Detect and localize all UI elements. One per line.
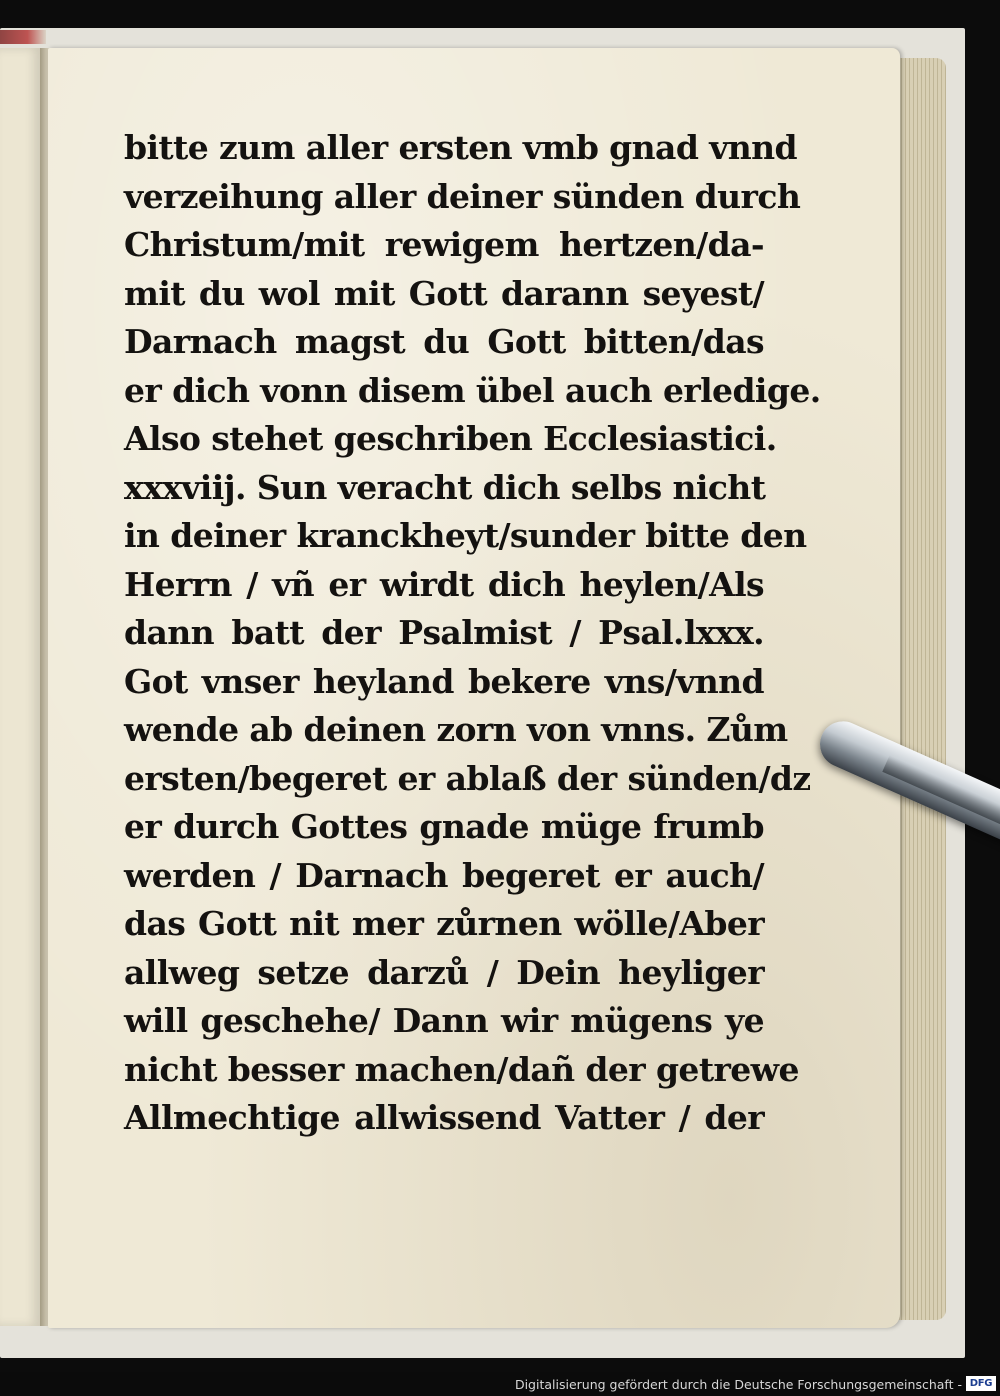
text-line: Allmechtige allwissend Vatter / der [124,1098,764,1137]
text-line: wende ab deinen zorn von vnns. Zům [124,710,788,749]
text-line: allweg setze darzů / Dein heyliger [124,952,764,992]
book-page [48,48,900,1328]
text-line: in deiner kranckheyt/sunder bitte den [124,516,807,555]
text-line: mit du wol mit Gott darann seyest/ [124,273,764,313]
text-line: Christum/mit rewigem hertzen/da- [124,225,764,264]
text-line: verzeihung aller deiner sünden durch [124,176,801,216]
binding-mark [0,30,46,44]
text-line: ersten/begeret er ablaß der sünden/dz [124,758,811,798]
text-line: nicht besser machen/dañ der getrewe [124,1049,799,1089]
text-line: Darnach magst du Gott bitten/das [124,322,764,361]
facing-page-edge [0,48,42,1326]
text-line: das Gott nit mer zůrnen wölle/Aber [124,904,764,943]
text-line: bitte zum aller ersten vmb gnad vnnd [124,128,798,167]
text-line: dann batt der Psalmist / Psal.lxxx. [124,613,764,652]
text-block [124,124,821,1143]
dfg-logo: DFG [966,1376,996,1391]
text-line: er dich vonn disem übel auch erledige. [124,370,821,410]
text-line: xxxviij. Sun veracht dich selbs nicht [124,467,766,507]
text-line: werden / Darnach begeret er auch/ [124,855,764,895]
text-line: Got vnser heyland bekere vns/vnnd [124,661,764,701]
text-line: er durch Gottes gnade müge frumb [124,807,764,846]
funding-credit: Digitalisierung gefördert durch die Deutsche Forschungsgemeinschaft - [514,1377,962,1392]
text-line: Herrn / vñ er wirdt dich heylen/Als [124,564,764,604]
text-line: will geschehe/ Dann wir mügens ye [124,1001,764,1040]
text-line: Also stehet geschriben Ecclesiastici. [124,419,777,458]
